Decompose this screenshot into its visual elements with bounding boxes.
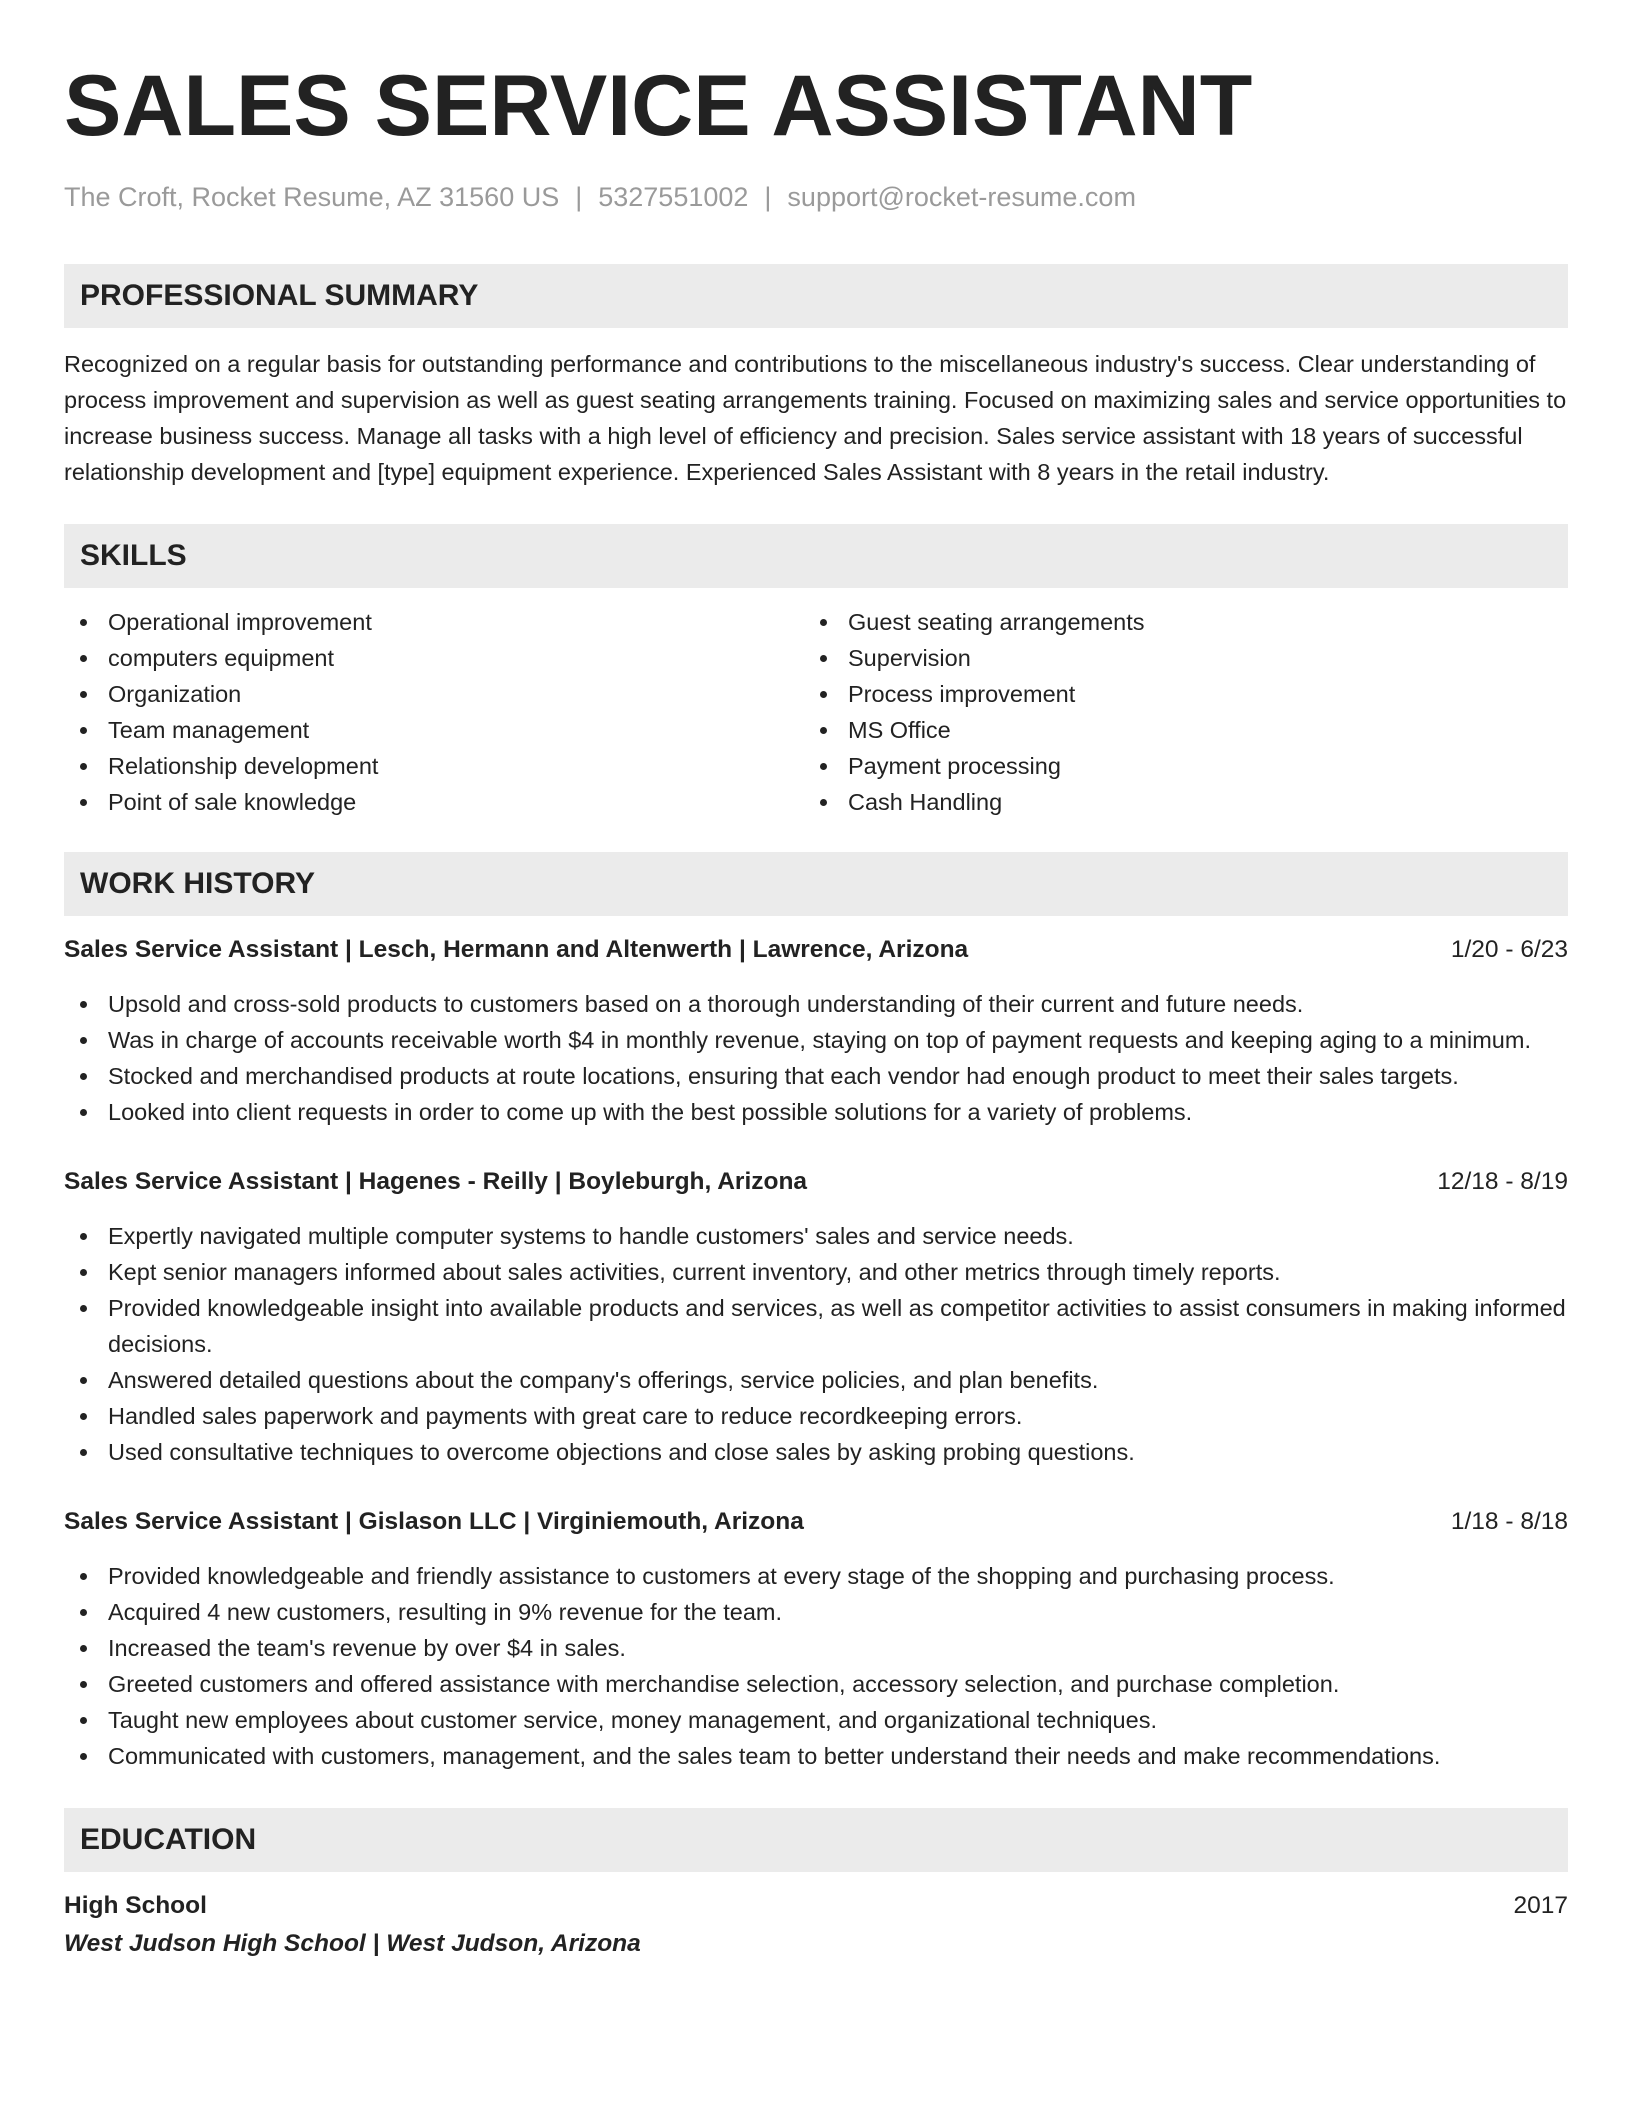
job-bullets: [64, 986, 1568, 1130]
skill-item: Operational improvement: [64, 604, 804, 640]
job-title: Sales Service Assistant | Gislason LLC | Virginiemouth, Arizona: [64, 1508, 804, 1535]
job-bullet: Looked into client requests in order to come up with the best possible solutions for a variety of problems.: [64, 1094, 1568, 1130]
job-bullet: Greeted customers and offered assistance with merchandise selection, accessory selection, and purchase completion.: [64, 1666, 1568, 1702]
job-bullet: Answered detailed questions about the company's offerings, service policies, and plan benefits.: [64, 1362, 1568, 1398]
education-heading: EDUCATION: [64, 1808, 1568, 1872]
skill-item: Relationship development: [64, 748, 804, 784]
skill-item: Team management: [64, 712, 804, 748]
job-bullet: Communicated with customers, management, and the sales team to better understand their needs and make recommendations.: [64, 1738, 1568, 1774]
skills-column-left: [64, 604, 804, 820]
summary-text: Recognized on a regular basis for outstanding performance and contributions to the miscellaneous industry's success. Clear understanding of process improvement and supervision as well as guest seating arrangements training. Focused on maximizing sales and service opportunities to increase business success. Manage all tasks with a high level of efficiency and precision. Sales service assistant with 18 years of successful relationship development and [type] equipment experience. Experienced Sales Assistant with 8 years in the retail industry.: [64, 351, 1567, 485]
job-bullet: Stocked and merchandised products at route locations, ensuring that each vendor had enough product to meet their sales targets.: [64, 1058, 1568, 1094]
skill-item: Point of sale knowledge: [64, 784, 804, 820]
contact-separator: |: [575, 182, 583, 212]
candidate-name: SALES SERVICE ASSISTANT: [64, 58, 1253, 154]
job-bullet: Handled sales paperwork and payments with great care to reduce recordkeeping errors.: [64, 1398, 1568, 1434]
skill-item: Supervision: [804, 640, 1544, 676]
education-row: [64, 1888, 1568, 1924]
contact-address: The Croft, Rocket Resume, AZ 31560 US: [64, 182, 560, 212]
skill-item: Payment processing: [804, 748, 1544, 784]
job-dates: 1/18 - 8/18: [1450, 1508, 1568, 1535]
skill-item: Process improvement: [804, 676, 1544, 712]
job-bullet: Taught new employees about customer service, money management, and organizational techniques.: [64, 1702, 1568, 1738]
contact-phone: 5327551002: [598, 182, 749, 212]
job-entry: [64, 932, 1568, 1130]
job-dates: 12/18 - 8/19: [1437, 1168, 1568, 1195]
contact-email: support@rocket-resume.com: [787, 182, 1136, 212]
skills-grid: [64, 604, 1568, 820]
job-entry: [64, 1164, 1568, 1470]
job-header: [64, 1164, 1568, 1200]
job-bullet: Increased the team's revenue by over $4 in sales.: [64, 1630, 1568, 1666]
job-bullets: [64, 1558, 1568, 1774]
skills-heading: SKILLS: [64, 524, 1568, 588]
skill-item: Guest seating arrangements: [804, 604, 1544, 640]
job-header: [64, 1504, 1568, 1540]
summary-heading: PROFESSIONAL SUMMARY: [64, 264, 1568, 328]
job-title: Sales Service Assistant | Hagenes - Reilly | Boyleburgh, Arizona: [64, 1168, 808, 1195]
job-bullet: Was in charge of accounts receivable worth $4 in monthly revenue, staying on top of payment requests and keeping aging to a minimum.: [64, 1022, 1568, 1058]
job-bullet: Expertly navigated multiple computer systems to handle customers' sales and service needs.: [64, 1218, 1568, 1254]
skill-item: computers equipment: [64, 640, 804, 676]
job-entry: [64, 1504, 1568, 1774]
job-dates: 1/20 - 6/23: [1450, 936, 1568, 963]
contact-separator: |: [764, 182, 772, 212]
job-bullet: Provided knowledgeable and friendly assistance to customers at every stage of the shopping and purchasing process.: [64, 1558, 1568, 1594]
skills-column-right: [804, 604, 1544, 820]
job-bullet: Upsold and cross-sold products to customers based on a thorough understanding of their current and future needs.: [64, 986, 1568, 1022]
skill-item: Organization: [64, 676, 804, 712]
skill-item: MS Office: [804, 712, 1544, 748]
job-title: Sales Service Assistant | Lesch, Hermann and Altenwerth | Lawrence, Arizona: [64, 936, 969, 963]
work-history-heading: WORK HISTORY: [64, 852, 1568, 916]
job-bullet: Acquired 4 new customers, resulting in 9% revenue for the team.: [64, 1594, 1568, 1630]
education-year: 2017: [1513, 1892, 1568, 1919]
contact-line: [64, 180, 1568, 214]
education-school: West Judson High School | West Judson, Arizona: [64, 1930, 641, 1957]
job-bullet: Provided knowledgeable insight into available products and services, as well as competitor activities to assist consumers in making informed decisions.: [64, 1290, 1568, 1362]
skill-item: Cash Handling: [804, 784, 1544, 820]
job-bullets: [64, 1218, 1568, 1470]
job-bullet: Kept senior managers informed about sales activities, current inventory, and other metrics through timely reports.: [64, 1254, 1568, 1290]
job-header: [64, 932, 1568, 968]
education-degree: High School: [64, 1892, 207, 1919]
job-bullet: Used consultative techniques to overcome objections and close sales by asking probing questions.: [64, 1434, 1568, 1470]
